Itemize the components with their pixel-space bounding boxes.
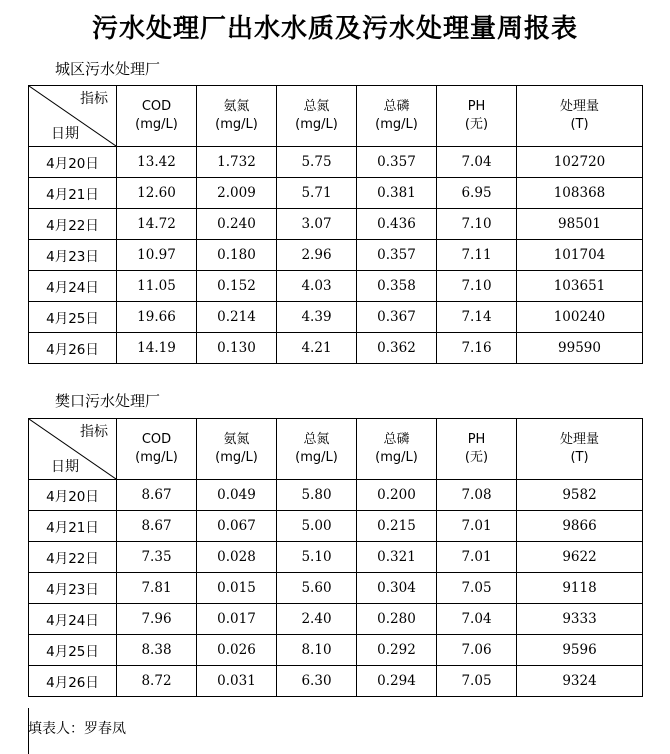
total-nitrogen-cell: 5.10 — [277, 542, 357, 573]
date-cell: 4月21日 — [29, 178, 117, 209]
column-name: 总氮 — [303, 432, 330, 447]
table-row — [29, 542, 643, 573]
table-row — [29, 480, 643, 511]
volume-cell: 99590 — [517, 333, 643, 364]
ph-cell: 7.10 — [437, 271, 517, 302]
date-cell: 4月24日 — [29, 604, 117, 635]
cod-cell: 7.96 — [117, 604, 197, 635]
ammonia-cell: 0.028 — [197, 542, 277, 573]
ph-cell: 7.11 — [437, 240, 517, 271]
corner-indicator-label: 指标 — [80, 91, 108, 107]
column-name: COD — [141, 99, 172, 114]
section-label-plant-1: 城区污水处理厂 — [55, 60, 161, 78]
column-unit: (mg/L) — [135, 117, 178, 132]
column-unit: (T) — [570, 450, 589, 465]
volume-cell: 9582 — [517, 480, 643, 511]
section-label-plant-2: 樊口污水处理厂 — [55, 392, 161, 410]
ammonia-cell: 0.240 — [197, 209, 277, 240]
total-nitrogen-cell: 8.10 — [277, 635, 357, 666]
date-cell: 4月20日 — [29, 480, 117, 511]
ammonia-cell: 0.015 — [197, 573, 277, 604]
date-cell: 4月26日 — [29, 333, 117, 364]
column-name: 处理量 — [559, 99, 599, 114]
cod-cell: 7.35 — [117, 542, 197, 573]
ph-cell: 7.06 — [437, 635, 517, 666]
date-cell: 4月21日 — [29, 511, 117, 542]
volume-cell: 102720 — [517, 147, 643, 178]
total-nitrogen-cell: 4.03 — [277, 271, 357, 302]
date-cell: 4月24日 — [29, 271, 117, 302]
column-unit: (mg/L) — [375, 450, 418, 465]
cod-cell: 7.81 — [117, 573, 197, 604]
column-header-total-nitrogen — [277, 86, 357, 147]
column-name: 氨氮 — [223, 432, 250, 447]
column-header-volume — [517, 419, 643, 480]
total-nitrogen-cell: 2.40 — [277, 604, 357, 635]
column-unit: (mg/L) — [295, 117, 338, 132]
date-cell: 4月23日 — [29, 240, 117, 271]
total-nitrogen-cell: 4.21 — [277, 333, 357, 364]
table-row — [29, 302, 643, 333]
cod-cell: 19.66 — [117, 302, 197, 333]
total-nitrogen-cell: 2.96 — [277, 240, 357, 271]
date-cell: 4月22日 — [29, 209, 117, 240]
ph-cell: 7.04 — [437, 604, 517, 635]
ph-cell: 7.04 — [437, 147, 517, 178]
volume-cell: 103651 — [517, 271, 643, 302]
total-phosphorus-cell: 0.280 — [357, 604, 437, 635]
column-name: 氨氮 — [223, 99, 250, 114]
ammonia-cell: 0.152 — [197, 271, 277, 302]
table-header-row — [29, 86, 643, 147]
table-row — [29, 240, 643, 271]
total-phosphorus-cell: 0.215 — [357, 511, 437, 542]
table-row — [29, 178, 643, 209]
ammonia-cell: 0.049 — [197, 480, 277, 511]
volume-cell: 9333 — [517, 604, 643, 635]
report-table-plant-1 — [28, 85, 643, 364]
ammonia-cell: 0.130 — [197, 333, 277, 364]
cod-cell: 8.72 — [117, 666, 197, 697]
column-header-ammonia — [197, 86, 277, 147]
ph-cell: 7.08 — [437, 480, 517, 511]
report-table-plant-2 — [28, 418, 643, 697]
column-header-ammonia — [197, 419, 277, 480]
cod-cell: 12.60 — [117, 178, 197, 209]
column-header-total-phosphorus — [357, 86, 437, 147]
total-phosphorus-cell: 0.362 — [357, 333, 437, 364]
total-phosphorus-cell: 0.294 — [357, 666, 437, 697]
total-phosphorus-cell: 0.321 — [357, 542, 437, 573]
corner-date-label: 日期 — [51, 459, 79, 475]
total-nitrogen-cell: 5.75 — [277, 147, 357, 178]
cod-cell: 8.38 — [117, 635, 197, 666]
total-phosphorus-cell: 0.292 — [357, 635, 437, 666]
volume-cell: 101704 — [517, 240, 643, 271]
column-header-ph — [437, 419, 517, 480]
total-phosphorus-cell: 0.357 — [357, 147, 437, 178]
ammonia-cell: 0.026 — [197, 635, 277, 666]
ph-cell: 7.10 — [437, 209, 517, 240]
cod-cell: 8.67 — [117, 511, 197, 542]
ammonia-cell: 1.732 — [197, 147, 277, 178]
date-cell: 4月25日 — [29, 302, 117, 333]
cod-cell: 11.05 — [117, 271, 197, 302]
corner-indicator-label: 指标 — [80, 424, 108, 440]
total-phosphorus-cell: 0.357 — [357, 240, 437, 271]
column-unit: (无) — [464, 117, 489, 132]
ammonia-cell: 0.180 — [197, 240, 277, 271]
total-nitrogen-cell: 5.71 — [277, 178, 357, 209]
table-row — [29, 333, 643, 364]
column-header-cod — [117, 419, 197, 480]
ph-cell: 7.05 — [437, 573, 517, 604]
filler-signature: 填表人：罗春凤 — [28, 721, 126, 737]
column-header-ph — [437, 86, 517, 147]
volume-cell: 9118 — [517, 573, 643, 604]
date-cell: 4月25日 — [29, 635, 117, 666]
corner-header-cell — [29, 86, 117, 147]
total-phosphorus-cell: 0.367 — [357, 302, 437, 333]
table-row — [29, 666, 643, 697]
ammonia-cell: 0.031 — [197, 666, 277, 697]
total-phosphorus-cell: 0.304 — [357, 573, 437, 604]
total-nitrogen-cell: 5.80 — [277, 480, 357, 511]
table-row — [29, 573, 643, 604]
total-nitrogen-cell: 3.07 — [277, 209, 357, 240]
column-name: PH — [467, 99, 486, 114]
ammonia-cell: 2.009 — [197, 178, 277, 209]
column-unit: (无) — [464, 450, 489, 465]
column-name: PH — [467, 432, 486, 447]
column-unit: (mg/L) — [215, 450, 258, 465]
volume-cell: 9596 — [517, 635, 643, 666]
column-unit: (mg/L) — [135, 450, 178, 465]
total-nitrogen-cell: 5.00 — [277, 511, 357, 542]
table-row — [29, 604, 643, 635]
volume-cell: 9324 — [517, 666, 643, 697]
table-header-row — [29, 419, 643, 480]
cod-cell: 14.72 — [117, 209, 197, 240]
column-name: 总氮 — [303, 99, 330, 114]
volume-cell: 9866 — [517, 511, 643, 542]
corner-header-cell — [29, 419, 117, 480]
table-row — [29, 511, 643, 542]
column-name: 总磷 — [383, 432, 410, 447]
cod-cell: 13.42 — [117, 147, 197, 178]
column-unit: (mg/L) — [375, 117, 418, 132]
corner-date-label: 日期 — [51, 126, 79, 142]
column-unit: (T) — [570, 117, 589, 132]
table-row — [29, 147, 643, 178]
ammonia-cell: 0.067 — [197, 511, 277, 542]
column-name: COD — [141, 432, 172, 447]
cod-cell: 10.97 — [117, 240, 197, 271]
column-name: 处理量 — [559, 432, 599, 447]
total-nitrogen-cell: 4.39 — [277, 302, 357, 333]
total-nitrogen-cell: 5.60 — [277, 573, 357, 604]
cod-cell: 14.19 — [117, 333, 197, 364]
ph-cell: 6.95 — [437, 178, 517, 209]
ph-cell: 7.05 — [437, 666, 517, 697]
column-unit: (mg/L) — [295, 450, 338, 465]
volume-cell: 98501 — [517, 209, 643, 240]
ph-cell: 7.01 — [437, 511, 517, 542]
column-header-total-phosphorus — [357, 419, 437, 480]
column-header-volume — [517, 86, 643, 147]
ph-cell: 7.01 — [437, 542, 517, 573]
cod-cell: 8.67 — [117, 480, 197, 511]
total-nitrogen-cell: 6.30 — [277, 666, 357, 697]
total-phosphorus-cell: 0.358 — [357, 271, 437, 302]
volume-cell: 9622 — [517, 542, 643, 573]
total-phosphorus-cell: 0.381 — [357, 178, 437, 209]
ammonia-cell: 0.017 — [197, 604, 277, 635]
table-row — [29, 209, 643, 240]
page-title: 污水处理厂出水水质及污水处理量周报表 — [91, 14, 578, 44]
ph-cell: 7.16 — [437, 333, 517, 364]
date-cell: 4月26日 — [29, 666, 117, 697]
ph-cell: 7.14 — [437, 302, 517, 333]
total-phosphorus-cell: 0.200 — [357, 480, 437, 511]
volume-cell: 108368 — [517, 178, 643, 209]
volume-cell: 100240 — [517, 302, 643, 333]
table-row — [29, 271, 643, 302]
column-unit: (mg/L) — [215, 117, 258, 132]
date-cell: 4月22日 — [29, 542, 117, 573]
table-row — [29, 635, 643, 666]
total-phosphorus-cell: 0.436 — [357, 209, 437, 240]
column-header-total-nitrogen — [277, 419, 357, 480]
column-header-cod — [117, 86, 197, 147]
date-cell: 4月23日 — [29, 573, 117, 604]
date-cell: 4月20日 — [29, 147, 117, 178]
column-name: 总磷 — [383, 99, 410, 114]
ammonia-cell: 0.214 — [197, 302, 277, 333]
